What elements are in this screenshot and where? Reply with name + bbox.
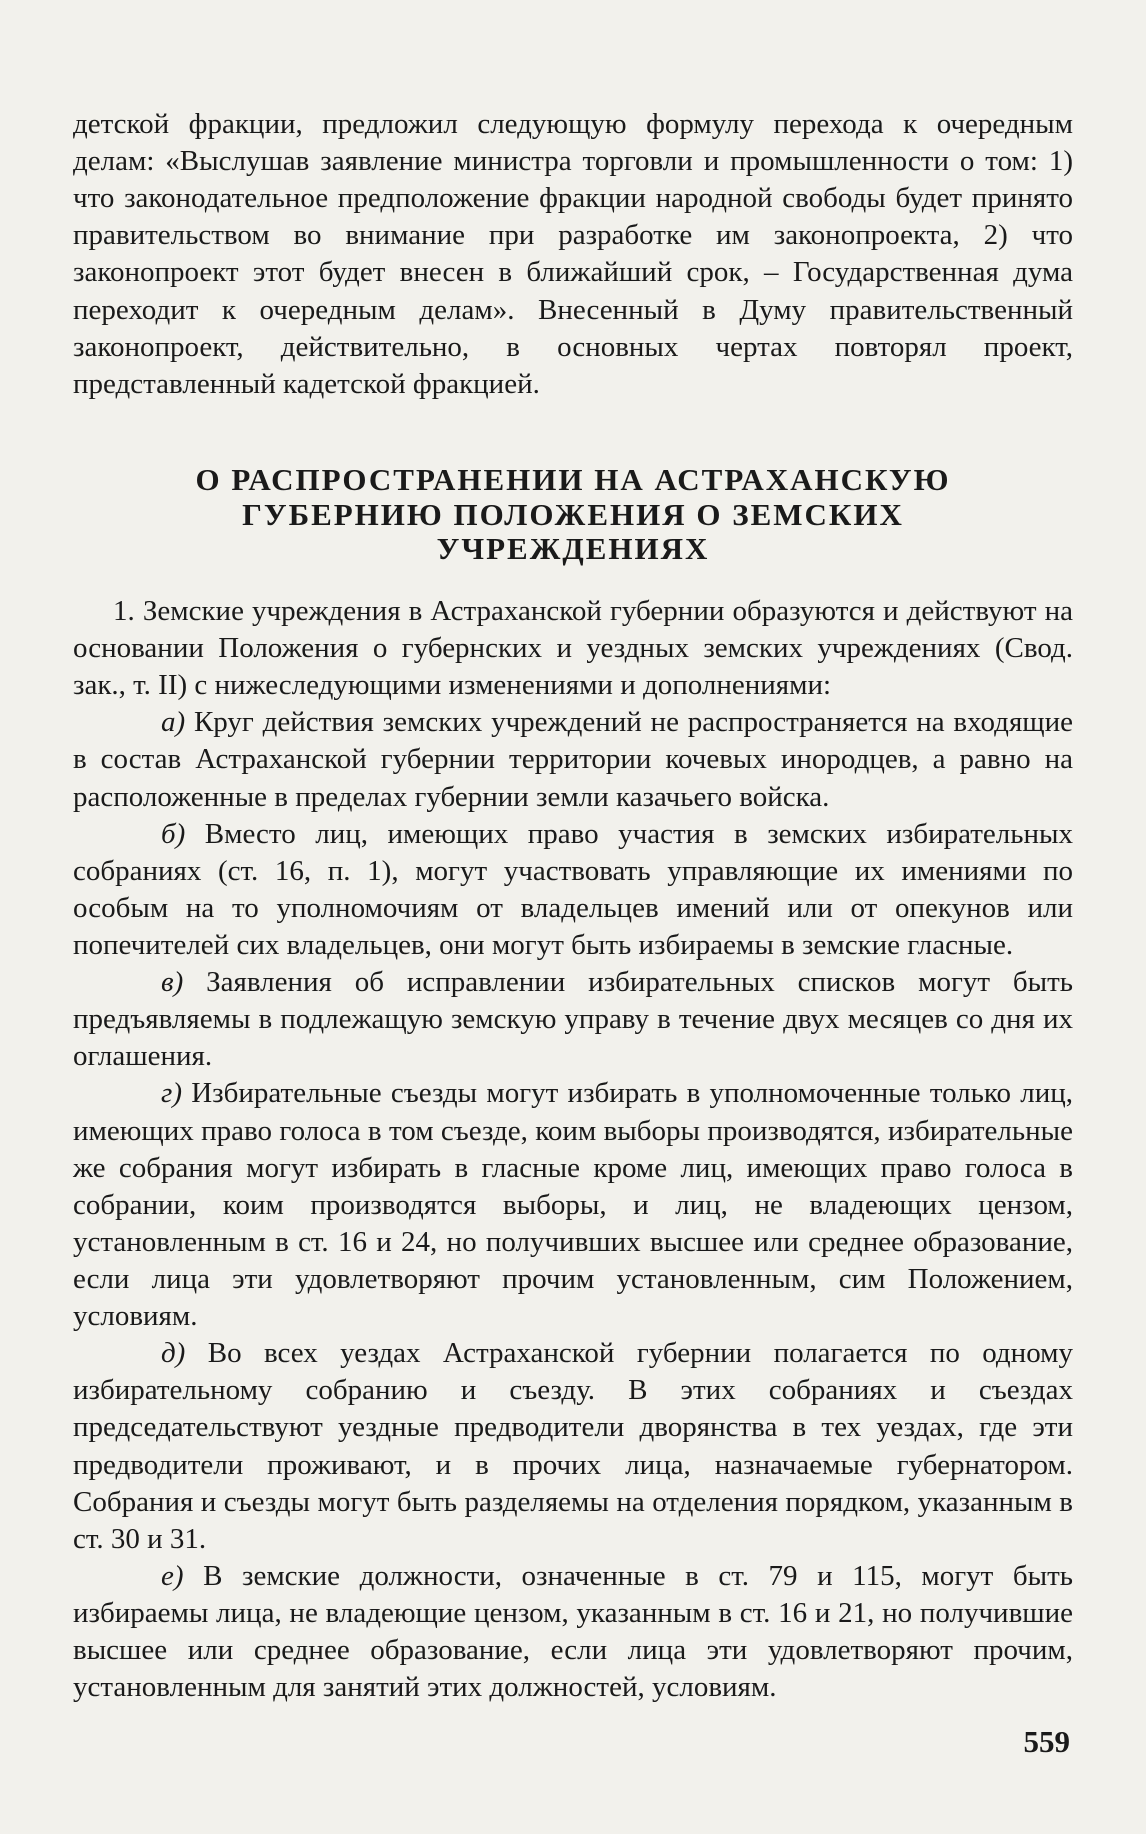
item-v [73,964,1073,1075]
item-marker: д) [161,1337,186,1370]
item-marker: б) [161,817,186,850]
item-marker: г) [161,1077,182,1110]
item-b [73,816,1073,964]
intro-paragraph: детской фракции, предложил следующую формулу перехода к очередным делам: «Выслушав заявление министра торговли и промышленности о том: 1) что законодательное предположение фракции народной свободы будет принято правительством во внимание при разработке им законопроекта, 2) что законопроект этот будет внесен в ближайший срок, – Государственная дума переходит к очередным делам». Внесенный в Думу правительственный законопроект, действительно, в основных чертах повторял проект, представленный кадетской фракцией. [73,108,1073,400]
item-text: Заявления об исправлении избирательных списков могут быть предъявляемы в подлежащую земскую управу в течение двух месяцев со дня их оглашения. [73,966,1073,1073]
paragraph-1: 1. Земские учреждения в Астраханской губернии образуются и действуют на основании Положения о губернских и уездных земских учреждениях (Свод. зак., т. II) с нижеследующими изменениями и дополнениями: [73,595,1073,702]
item-text: Вместо лиц, имеющих право участия в земских избирательных собраниях (ст. 16, п. 1), могут участвовать управляющие их имениями по особым на то уполномочиям от владельцев имений или от опекунов или попечителей сих владельцев, они могут быть избираемы в земские гласные. [73,817,1074,962]
item-text: В земские должности, означенные в ст. 79 и 115, могут быть избираемы лица, не владеющие цензом, указанным в ст. 16 и 21, но получившие высшее или среднее образование, если лица эти удовлетворяют прочим, установленным для занятий этих должностей, условиям. [73,1559,1074,1704]
item-text: Во всех уездах Астраханской губернии полагается по одному избирательному собранию и съезду. В этих собраниях и съездах председательствуют уездные предводители дворянства в тех уездах, где эти предводители проживают, и в прочих лица, назначаемые губернатором. Собрания и съезды могут быть разделяемы на отделения порядком, указанным в ст. 30 и 31. [73,1337,1073,1555]
item-marker: в) [161,966,184,999]
item-marker: е) [161,1559,184,1592]
item-g [73,1075,1073,1335]
item-text: Круг действия земских учреждений не распространяется на входящие в состав Астраханской губернии территории кочевых инородцев, а равно на расположенные в пределах губернии земли казачьего войска. [73,706,1074,813]
section-heading: О РАСПРОСТРАНЕНИИ НА АСТРАХАНСКУЮ ГУБЕРНИЮ ПОЛОЖЕНИЯ О ЗЕМСКИХ УЧРЕЖДЕНИЯХ [195,461,951,567]
item-text: Избирательные съезды могут избирать в уполномоченные только лиц, имеющих право голоса в том съезде, коим выборы производятся, избирательные же собрания могут избирать в гласные кроме лиц, имеющих право голоса в собрании, коим производятся выборы, и лиц, не владеющих цензом, установленным в ст. 16 и 24, но получивших высшее или среднее образование, если лица эти удовлетворяют прочим установленным, сим Положением, условиям. [73,1077,1073,1333]
item-a [73,704,1073,815]
page-number: 559 [1023,1724,1070,1759]
text-column [73,106,1073,1706]
item-d [73,1335,1073,1558]
item-e [73,1558,1073,1706]
item-marker: а) [161,706,186,739]
